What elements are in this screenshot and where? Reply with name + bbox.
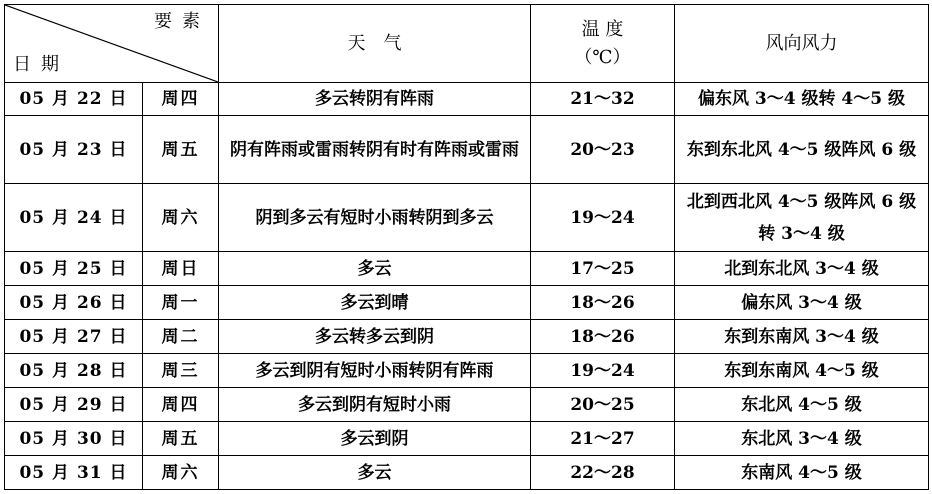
temperature-cell: 21～32: [531, 83, 675, 116]
weather-cell: 阴到多云有短时小雨转阴到多云: [219, 184, 531, 252]
weather-cell: 多云: [219, 456, 531, 490]
temperature-header-line2: （℃）: [574, 46, 631, 68]
weekday-cell: 周三: [143, 354, 219, 388]
weekday-cell: 周五: [143, 422, 219, 456]
table-row: [5, 320, 929, 354]
table-row: [5, 116, 929, 184]
temperature-cell: 18～26: [531, 286, 675, 320]
corner-header: [5, 5, 219, 83]
header-row: [5, 5, 929, 83]
table-row: [5, 83, 929, 116]
weather-forecast-table: [4, 4, 929, 490]
date-cell: 05 月 28 日: [5, 354, 143, 388]
weather-cell: 多云到阴: [219, 422, 531, 456]
weekday-cell: 周一: [143, 286, 219, 320]
wind-cell: 北到东北风 3～4 级: [675, 252, 929, 286]
temperature-cell: 20～25: [531, 388, 675, 422]
date-cell: 05 月 29 日: [5, 388, 143, 422]
temperature-cell: 19～24: [531, 184, 675, 252]
wind-header: 风向风力: [675, 5, 929, 83]
table-row: [5, 286, 929, 320]
weather-header: 天 气: [219, 5, 531, 83]
wind-cell: 北到西北风 4～5 级阵风 6 级转 3～4 级: [675, 184, 929, 252]
table-row: [5, 456, 929, 490]
table-row: [5, 252, 929, 286]
temperature-cell: 20～23: [531, 116, 675, 184]
wind-cell: 东到东南风 3～4 级: [675, 320, 929, 354]
table-row: [5, 388, 929, 422]
wind-cell: 东北风 3～4 级: [675, 422, 929, 456]
table-row: [5, 422, 929, 456]
weather-cell: 多云转阴有阵雨: [219, 83, 531, 116]
date-cell: 05 月 23 日: [5, 116, 143, 184]
weekday-cell: 周五: [143, 116, 219, 184]
corner-bottom-label: 日期: [13, 54, 69, 75]
weekday-cell: 周六: [143, 184, 219, 252]
date-cell: 05 月 31 日: [5, 456, 143, 490]
table-row: [5, 354, 929, 388]
weekday-cell: 周四: [143, 388, 219, 422]
weather-cell: 多云: [219, 252, 531, 286]
weekday-cell: 周四: [143, 83, 219, 116]
wind-cell: 东北风 4～5 级: [675, 388, 929, 422]
weather-cell: 多云转多云到阴: [219, 320, 531, 354]
wind-cell: 偏东风 3～4 级转 4～5 级: [675, 83, 929, 116]
weather-cell: 多云到晴: [219, 286, 531, 320]
date-cell: 05 月 22 日: [5, 83, 143, 116]
temperature-cell: 21～27: [531, 422, 675, 456]
wind-cell: 东到东南风 4～5 级: [675, 354, 929, 388]
corner-top-label: 要素: [154, 11, 210, 32]
temperature-header: [531, 5, 675, 83]
weekday-cell: 周二: [143, 320, 219, 354]
date-cell: 05 月 24 日: [5, 184, 143, 252]
date-cell: 05 月 27 日: [5, 320, 143, 354]
table-row: [5, 184, 929, 252]
date-cell: 05 月 26 日: [5, 286, 143, 320]
weekday-cell: 周六: [143, 456, 219, 490]
temperature-cell: 19～24: [531, 354, 675, 388]
temperature-cell: 18～26: [531, 320, 675, 354]
weather-cell: 多云到阴有短时小雨: [219, 388, 531, 422]
date-cell: 05 月 25 日: [5, 252, 143, 286]
weather-cell: 阴有阵雨或雷雨转阴有时有阵雨或雷雨: [219, 116, 531, 184]
wind-cell: 偏东风 3～4 级: [675, 286, 929, 320]
date-cell: 05 月 30 日: [5, 422, 143, 456]
wind-cell: 东到东北风 4～5 级阵风 6 级: [675, 116, 929, 184]
wind-cell: 东南风 4～5 级: [675, 456, 929, 490]
weekday-cell: 周日: [143, 252, 219, 286]
temperature-header-line1: 温 度: [581, 18, 624, 40]
temperature-cell: 17～25: [531, 252, 675, 286]
temperature-cell: 22～28: [531, 456, 675, 490]
weather-cell: 多云到阴有短时小雨转阴有阵雨: [219, 354, 531, 388]
